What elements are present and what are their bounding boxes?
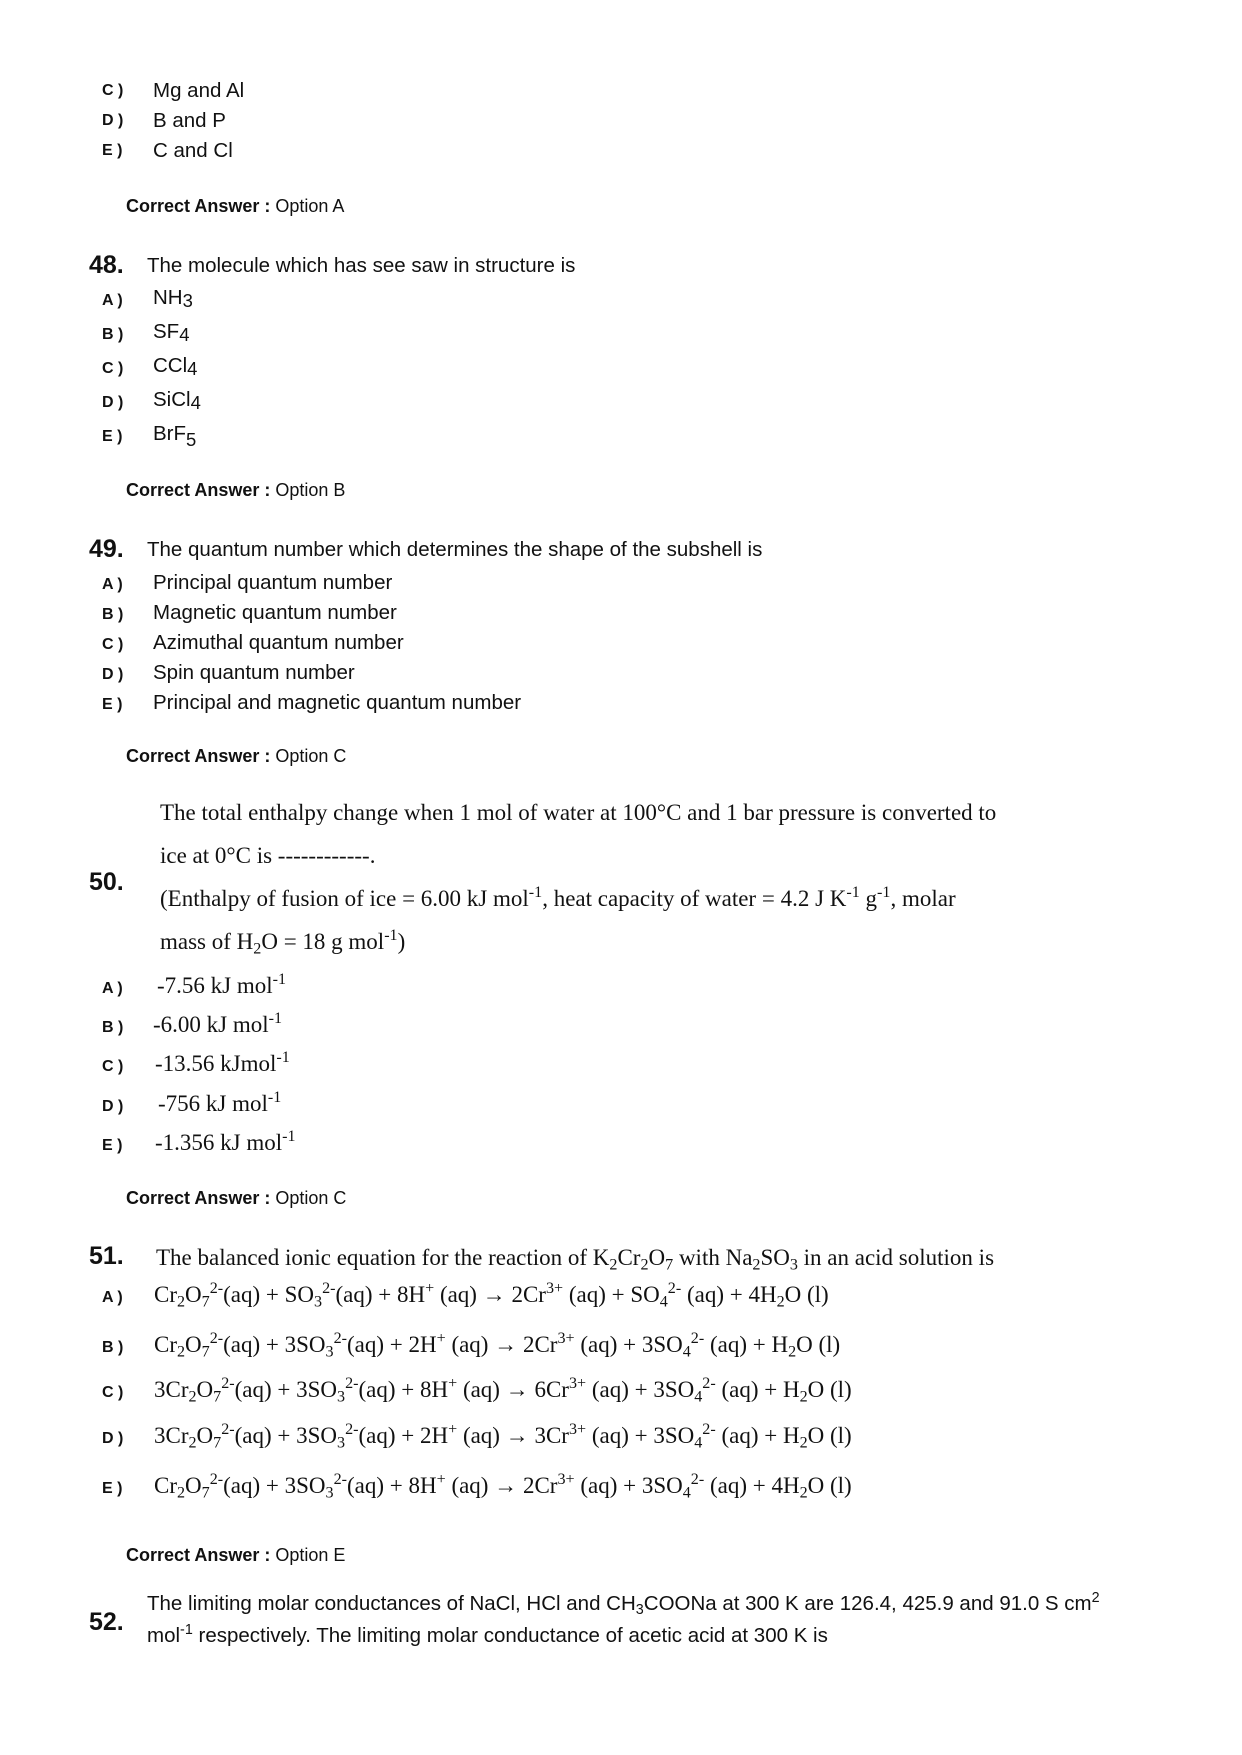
- option-label: E ): [102, 696, 123, 713]
- answer-label: Correct Answer :: [126, 746, 271, 766]
- option-text: BrF5: [153, 422, 197, 450]
- question-text-line4: mass of $H_2O = 18$ g mol$^{-1}$): [160, 927, 406, 958]
- option-text: Spin quantum number: [153, 661, 355, 684]
- answer-label: Correct Answer :: [126, 1188, 271, 1208]
- option-text: Principal quantum number: [153, 571, 393, 594]
- question-number: 52.: [89, 1608, 124, 1636]
- option-label: D ): [102, 1430, 124, 1447]
- question-number: 48.: [89, 251, 124, 279]
- option-label: B ): [102, 1339, 124, 1356]
- answer-value: Option C: [275, 746, 347, 766]
- option-text: C and Cl: [153, 139, 233, 162]
- option-label: B ): [102, 1019, 124, 1036]
- option-text: Azimuthal quantum number: [153, 631, 404, 654]
- option-equation: $3Cr_2O_7^{2-}(aq) + 3SO_3^{2-}(aq) + 2H^+$ $(aq) \to 3Cr^{3+}$ $(aq) + 3SO_4^{2-}$ $(aq) + H_2O$ (l): [154, 1421, 852, 1452]
- option-label: D ): [102, 666, 124, 683]
- correct-answer: [126, 1188, 346, 1209]
- answer-label: Correct Answer :: [126, 196, 271, 216]
- option-label: C ): [102, 82, 124, 99]
- option-text: -7.56 kJ mol$^{-1}$: [157, 971, 287, 998]
- option-label: E ): [102, 1480, 123, 1497]
- answer-label: Correct Answer :: [126, 1545, 271, 1565]
- answer-value: Option B: [275, 480, 346, 500]
- correct-answer: [126, 480, 345, 501]
- option-label: E ): [102, 142, 123, 159]
- question-text-line1: The limiting molar conductances of NaCl, HCl and $CH_3COONa$ at 300 K are 126.4, 425.9 and 91.0 S $cm^2$: [147, 1590, 1100, 1619]
- option-text: NH3: [153, 286, 193, 311]
- option-equation: $Cr_2O_7^{2-}(aq) + 3SO_3^{2-}(aq) + 2H^+$ $(aq) \to 2Cr^{3+}$ $(aq) + 3SO_4^{2-}$ $(aq) + H_2O$ (l): [154, 1330, 841, 1361]
- option-label: A ): [102, 292, 123, 309]
- option-text: -1.356 kJ mol$^{-1}$: [155, 1128, 296, 1155]
- question-number: 49.: [89, 535, 124, 563]
- option-label: A ): [102, 576, 123, 593]
- answer-value: Option C: [275, 1188, 347, 1208]
- question-text-line2: ice at 0°C is ------------.: [160, 843, 376, 868]
- answer-label: Correct Answer :: [126, 480, 271, 500]
- option-text: SF4: [153, 320, 190, 345]
- option-text: Principal and magnetic quantum number: [153, 691, 522, 714]
- option-text: -13.56 kJmol$^{-1}$: [155, 1049, 290, 1076]
- question-number: 51.: [89, 1242, 124, 1270]
- option-text: -756 kJ mol$^{-1}$: [158, 1089, 282, 1116]
- question-text-line1: The total enthalpy change when 1 mol of water at 100°C and 1 bar pressure is converted to: [160, 800, 997, 825]
- option-label: A ): [102, 1289, 123, 1306]
- option-text: B and P: [153, 109, 226, 132]
- answer-value: Option E: [275, 1545, 346, 1565]
- option-text: CCl4: [153, 354, 198, 379]
- option-label: C ): [102, 360, 124, 377]
- option-text: Mg and Al: [153, 79, 245, 102]
- option-label: C ): [102, 1384, 124, 1401]
- option-text: Magnetic quantum number: [153, 601, 397, 624]
- question-text-line2: mol$^{-1}$ respectively. The limiting molar conductance of acetic acid at 300 K is: [147, 1622, 828, 1647]
- option-text: SiCl4: [153, 388, 201, 413]
- question-text: The balanced ionic equation for the reaction of $K_2Cr_2O_7$ with $Na_2SO_3$ in an acid solution is: [156, 1245, 995, 1274]
- question-text: The quantum number which determines the shape of the subshell is: [147, 538, 763, 561]
- question-text: The molecule which has see saw in structure is: [147, 254, 576, 277]
- option-label: C ): [102, 1058, 124, 1075]
- correct-answer: [126, 196, 344, 217]
- option-label: C ): [102, 636, 124, 653]
- question-text-line3: (Enthalpy of fusion of ice = 6.00 kJ mol$^{-1}$, heat capacity of water = 4.2 J $K^{-1}$ $g^{-1}$, molar: [160, 884, 956, 911]
- correct-answer: [126, 1545, 345, 1566]
- option-label: D ): [102, 1098, 124, 1115]
- option-label: B ): [102, 606, 124, 623]
- option-text: -6.00 kJ mol$^{-1}$: [153, 1010, 283, 1037]
- option-label: E ): [102, 428, 123, 445]
- correct-answer: [126, 746, 346, 767]
- option-label: B ): [102, 326, 124, 343]
- option-label: D ): [102, 112, 124, 129]
- option-equation: $Cr_2O_7^{2-}(aq) + 3SO_3^{2-}(aq) + 8H^+$ $(aq) \to 2Cr^{3+}$ $(aq) + 3SO_4^{2-}$ $(aq) + 4H_2O$ (l): [154, 1471, 852, 1502]
- option-label: E ): [102, 1137, 123, 1154]
- answer-value: Option A: [275, 196, 345, 216]
- option-equation: $Cr_2O_7^{2-}(aq) + SO_3^{2-}(aq) + 8H^+$ $(aq) \to 2Cr^{3+}$ $(aq) + SO_4^{2-}$ $(aq) + 4H_2O$ (l): [154, 1280, 829, 1311]
- question-number: 50.: [89, 868, 124, 896]
- option-label: A ): [102, 980, 123, 997]
- option-equation: $3Cr_2O_7^{2-}(aq) + 3SO_3^{2-}(aq) + 8H^+$ $(aq) \to 6Cr^{3+}$ $(aq) + 3SO_4^{2-}$ $(aq) + H_2O$ (l): [154, 1375, 852, 1406]
- option-label: D ): [102, 394, 124, 411]
